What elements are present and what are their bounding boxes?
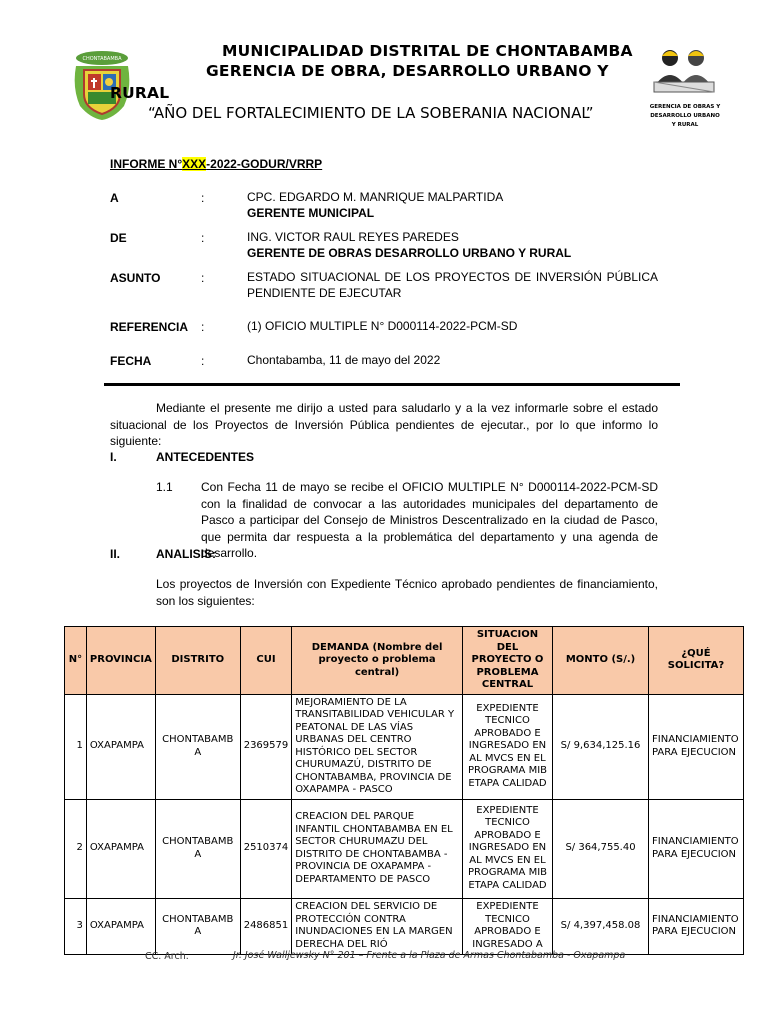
- right-logo-text-2: DESARROLLO URBANO Y RURAL: [650, 113, 720, 128]
- informe-suffix: -2022-GODUR/VRRP: [206, 157, 323, 171]
- header-situacion: SITUACION DEL PROYECTO O PROBLEMA CENTRAL: [462, 627, 552, 695]
- field-a-value: [247, 189, 659, 221]
- header-solicita: ¿QUÉ SOLICITA?: [649, 627, 744, 695]
- cell-solicita: FINANCIAMIENTO PARA EJECUCION: [649, 799, 744, 898]
- header-divider: [104, 383, 680, 386]
- cell-demanda: CREACION DEL PARQUE INFANTIL CHONTABAMBA EN EL SECTOR CHURUMAZU DEL DISTRITO DE CHONTABAMBA - PROVINCIA DE OXAPAMPA - DEPARTAMENTO DE PASCO: [292, 799, 463, 898]
- field-fecha-value: Chontabamba, 11 de mayo del 2022: [247, 353, 441, 367]
- intro-paragraph: Mediante el presente me dirijo a usted para saludarlo y a la vez informarle sobre el estado situacional de los Proyectos de Inversión Pública pendientes de ejecutar., por lo que informo lo siguiente:: [110, 401, 658, 448]
- cell-monto: S/ 364,755.40: [553, 799, 649, 898]
- field-a-colon: :: [201, 191, 205, 205]
- engineers-illustration-icon: [648, 44, 722, 98]
- cell-provincia: OXAPAMPA: [86, 898, 155, 954]
- header-monto: MONTO (S/.): [553, 627, 649, 695]
- cell-situacion: EXPEDIENTE TECNICO APROBADO E INGRESADO A: [462, 898, 552, 954]
- cell-distrito: CHONTABAMBA: [155, 799, 240, 898]
- footer-address: Jr. José Walljewsky N° 201 – Frente a la Plaza de Armas Chontabamba - Oxapampa: [233, 950, 626, 961]
- cell-cui: 2369579: [240, 694, 292, 799]
- cell-situacion: EXPEDIENTE TECNICO APROBADO E INGRESADO EN AL MVCS EN EL PROGRAMA MIB ETAPA CALIDAD: [462, 799, 552, 898]
- section-1-number: I.: [110, 450, 117, 464]
- cell-num: 1: [65, 694, 87, 799]
- section-2-title: ANALISIS:: [156, 547, 216, 561]
- header-demanda: DEMANDA (Nombre del proyecto o problema central): [292, 627, 463, 695]
- table-header-row: [65, 627, 744, 695]
- field-referencia-colon: :: [201, 320, 205, 334]
- table-row: [65, 694, 744, 799]
- field-asunto-colon: :: [201, 271, 205, 285]
- informe-prefix: INFORME N°: [110, 157, 183, 171]
- gerencia-logo: [648, 44, 722, 126]
- field-a-label: A: [110, 191, 119, 205]
- right-logo-text-1: GERENCIA DE OBRAS Y: [649, 104, 721, 110]
- header-num: N°: [65, 627, 87, 695]
- table-row: [65, 898, 744, 954]
- item-1-1-text: Con Fecha 11 de mayo se recibe el OFICIO MULTIPLE N° D000114-2022-PCM-SD con la finalidad de convocar a las autoridades municipales del departamento de Pasco a participar del Consejo de Ministros Descentralizado en la ciudad de Pasco, que permita dar respuesta a la problemática del departamento y una agenda de desarrollo.: [201, 480, 658, 560]
- cell-num: 2: [65, 799, 87, 898]
- analisis-paragraph: Los proyectos de Inversión con Expediente Técnico aprobado pendientes de financiamiento, son los siguientes:: [156, 577, 658, 608]
- cell-solicita: FINANCIAMIENTO PARA EJECUCION: [649, 694, 744, 799]
- cell-cui: 2510374: [240, 799, 292, 898]
- header-line-2: GERENCIA DE OBRA, DESARROLLO URBANO Y: [206, 62, 609, 80]
- cell-solicita: FINANCIAMIENTO PARA EJECUCION: [649, 898, 744, 954]
- cell-num: 3: [65, 898, 87, 954]
- cell-provincia: OXAPAMPA: [86, 694, 155, 799]
- field-referencia-value: (1) OFICIO MULTIPLE N° D000114-2022-PCM-SD: [247, 319, 518, 333]
- cell-cui: 2486851: [240, 898, 292, 954]
- recipient-role: GERENTE MUNICIPAL: [247, 206, 375, 220]
- field-referencia-label: REFERENCIA: [110, 320, 189, 334]
- item-1-1-number: 1.1: [156, 480, 173, 494]
- header-distrito: DISTRITO: [155, 627, 240, 695]
- header-line-1: MUNICIPALIDAD DISTRITAL DE CHONTABAMBA: [222, 42, 633, 60]
- table-row: [65, 799, 744, 898]
- cell-provincia: OXAPAMPA: [86, 799, 155, 898]
- field-de-value: [247, 229, 659, 261]
- cell-demanda: MEJORAMIENTO DE LA TRANSITABILIDAD VEHICULAR Y PEATONAL DE LAS VÍAS URBANAS DEL CENTRO HISTÓRICO DEL SECTOR CHURUMAZÚ, DISTRITO DE CHONTABAMBA, PROVINCIA DE OXAPAMPA - PASCO: [292, 694, 463, 799]
- cell-demanda: CREACION DEL SERVICIO DE PROTECCIÓN CONTRA INUNDACIONES EN LA MARGEN DERECHA DEL RIÓ: [292, 898, 463, 954]
- section-2-number: II.: [110, 547, 121, 561]
- sender-name: ING. VICTOR RAUL REYES PAREDES: [247, 230, 459, 244]
- header-line-3: RURAL: [110, 84, 170, 102]
- informe-code-highlight: XXX: [182, 157, 207, 171]
- cell-distrito: CHONTABAMBA: [155, 898, 240, 954]
- svg-text:CHONTABAMBA: CHONTABAMBA: [82, 56, 122, 62]
- cell-monto: S/ 4,397,458.08: [553, 898, 649, 954]
- field-de-label: DE: [110, 231, 127, 245]
- cell-situacion: EXPEDIENTE TECNICO APROBADO E INGRESADO EN AL MVCS EN EL PROGRAMA MIB ETAPA CALIDAD: [462, 694, 552, 799]
- cell-monto: S/ 9,634,125.16: [553, 694, 649, 799]
- section-1-title: ANTECEDENTES: [156, 450, 255, 464]
- informe-number: [110, 157, 322, 171]
- recipient-name: CPC. EDGARDO M. MANRIQUE MALPARTIDA: [247, 190, 504, 204]
- field-de-colon: :: [201, 231, 205, 245]
- field-fecha-label: FECHA: [110, 354, 152, 368]
- header-provincia: PROVINCIA: [86, 627, 155, 695]
- header-cui: CUI: [240, 627, 292, 695]
- cell-distrito: CHONTABAMBA: [155, 694, 240, 799]
- field-asunto-value: ESTADO SITUACIONAL DE LOS PROYECTOS DE INVERSIÓN PÚBLICA PENDIENTE DE EJECUTAR: [247, 270, 658, 300]
- footer-cc: CC. Arch.: [145, 951, 189, 962]
- field-fecha-colon: :: [201, 354, 205, 368]
- projects-table: [64, 626, 744, 955]
- sender-role: GERENTE DE OBRAS DESARROLLO URBANO Y RURAL: [247, 246, 572, 260]
- national-motto: “AÑO DEL FORTALECIMIENTO DE LA SOBERANIA NACIONAL”: [148, 104, 594, 122]
- field-asunto-label: ASUNTO: [110, 271, 161, 285]
